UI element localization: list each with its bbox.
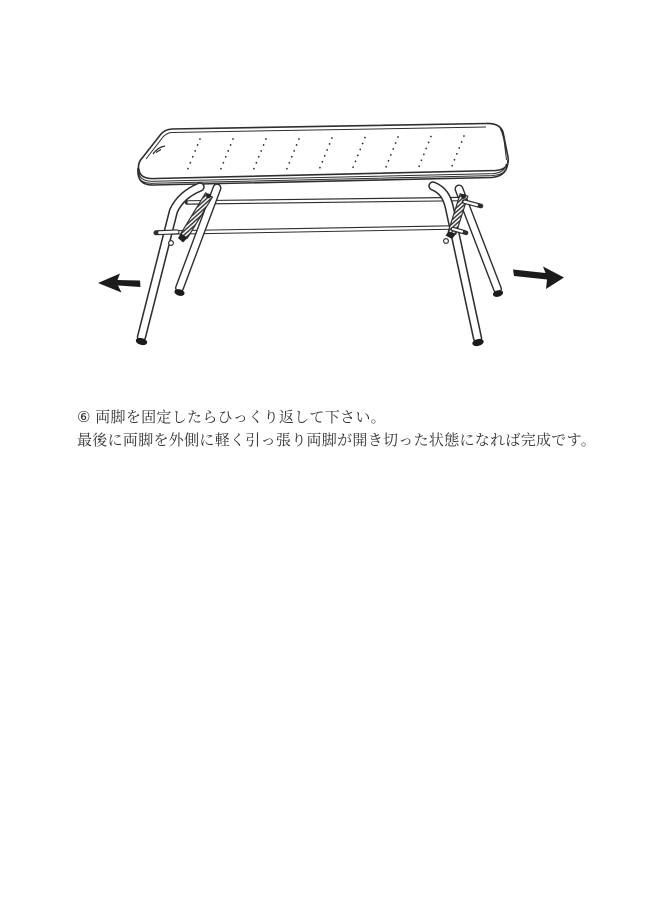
instruction-line-2: 最後に両脚を外側に軽く引っ張り両脚が開き切った状態になれば完成です。 <box>77 431 597 449</box>
feet-caps <box>135 288 504 347</box>
step-instructions <box>77 407 596 452</box>
arrow-right-icon <box>513 267 564 290</box>
arrow-left-icon <box>98 274 141 293</box>
tabletop <box>138 123 508 185</box>
instruction-line-1: ⑥ 両脚を固定したらひっくり返して下さい。 <box>77 409 386 426</box>
pivot-rivets <box>169 239 449 246</box>
